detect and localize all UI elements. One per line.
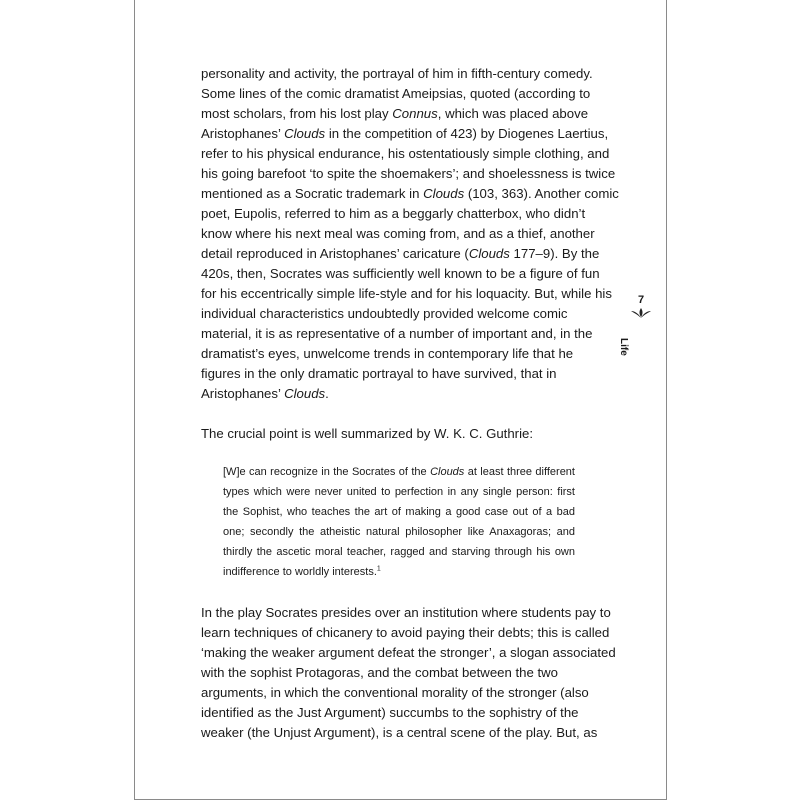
text-line: his going barefoot ‘to spite the shoemakers’; and shoelessness is twice: [201, 166, 616, 181]
text-line: for his eccentrically simple life-style and for his loquacity. But, while his: [201, 286, 612, 301]
text-line: Some lines of the comic dramatist Ameipsias, quoted (according to: [201, 86, 591, 101]
text-line: learn techniques of chicanery to avoid paying their debts; this is called: [201, 625, 610, 640]
text-line: detail reproduced in Aristophanes’ caricature (Clouds 177–9). By the: [201, 246, 600, 261]
fleuron-ornament-icon: [630, 307, 652, 319]
text-line: figures in the only dramatic portrayal to have survived, that in: [201, 366, 557, 381]
quote-line: the Sophist, who teaches the art of making a good case out of a bad: [223, 506, 575, 518]
text-line: Aristophanes’ Clouds.: [201, 386, 329, 401]
text-line: weaker (the Unjust Argument), is a central scene of the play. But, as: [201, 725, 598, 740]
play-title: Clouds: [284, 386, 326, 401]
play-title: Clouds: [430, 466, 465, 478]
text-line: material, it is as representative of a number of important and, in the: [201, 326, 593, 341]
quote-line: thirdly the ascetic moral teacher, ragged and starving through his own: [223, 546, 575, 558]
text-line: know where his next meal was coming from, and as a thief, another: [201, 226, 595, 241]
quote-line: types which were never united to perfection in any single person: first: [223, 486, 575, 498]
text-line: most scholars, from his lost play Connus, which was placed above: [201, 106, 589, 121]
body-text: [201, 64, 619, 743]
page-folio: [626, 294, 656, 319]
page-number: 7: [637, 294, 645, 306]
text-line: In the play Socrates presides over an institution where students pay to: [201, 605, 611, 620]
paragraph-1: [201, 64, 619, 404]
paragraph-3: [201, 603, 616, 743]
quote-line: indifference to worldly interests.$^1$: [223, 565, 381, 578]
text-line: personality and activity, the portrayal of him in fifth-century comedy.: [201, 66, 593, 81]
text-line: arguments, in which the conventional morality of the stronger (also: [201, 685, 589, 700]
text-line: poet, Eupolis, referred to him as a beggarly chatterbox, who didn’t: [201, 206, 586, 221]
paragraph-2: The crucial point is well summarized by W. K. C. Guthrie:: [201, 426, 533, 441]
quote-line: one; secondly the atheistic natural philosopher like Anaxagoras; and: [223, 526, 575, 538]
play-title: Clouds: [284, 126, 326, 141]
text-line: Aristophanes’ Clouds in the competition of 423) by Diogenes Laertius,: [201, 126, 609, 141]
text-line: 420s, then, Socrates was sufficiently well known to be a figure of fun: [201, 266, 600, 281]
guthrie-quotation: [223, 462, 575, 582]
text-line: dramatist’s eyes, unwelcome trends in contemporary life that he: [201, 346, 574, 361]
text-line: mentioned as a Socratic trademark in Clouds (103, 363). Another comic: [201, 186, 619, 201]
text-line: with the sophist Protagoras, and the combat between the two: [201, 665, 559, 680]
text-line: ‘making the weaker argument defeat the stronger’, a slogan associated: [201, 645, 616, 660]
quote-line: [W]e can recognize in the Socrates of the Clouds at least three different: [223, 466, 575, 478]
text-line: individual characteristics undoubtedly provided welcome comic: [201, 306, 568, 321]
play-title: Clouds: [468, 246, 510, 261]
play-title: Connus: [392, 106, 438, 121]
footnote-marker[interactable]: 1: [376, 565, 381, 573]
text-line: refer to his physical endurance, his ostentatiously simple clothing, and: [201, 146, 610, 161]
running-head: Life: [618, 338, 629, 356]
text-line: identified as the Just Argument) succumbs to the sophistry of the: [201, 705, 579, 720]
book-page: [134, 0, 667, 800]
play-title: Clouds: [423, 186, 465, 201]
